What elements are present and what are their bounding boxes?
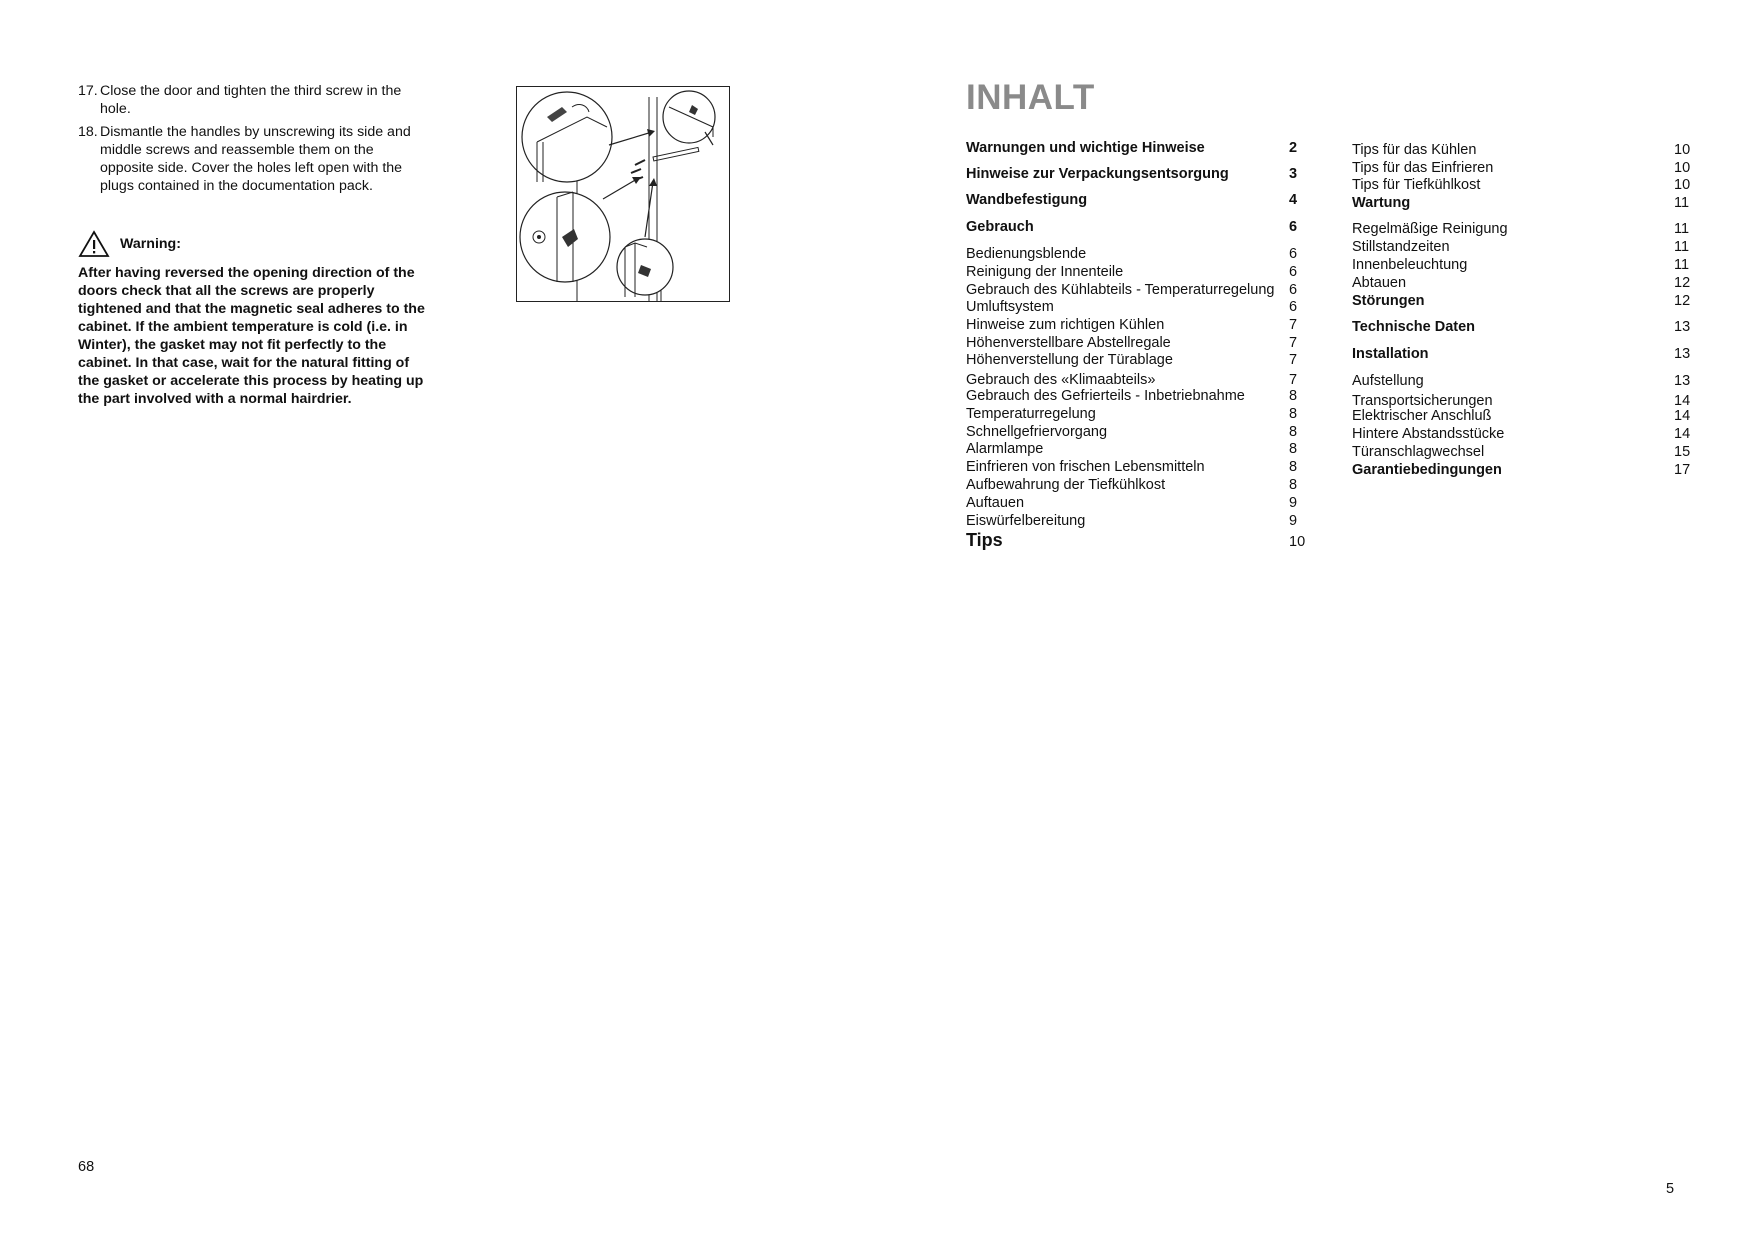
step-text: Close the door and tighten the third screw in the hole. — [100, 83, 402, 117]
step-number: 17. — [78, 83, 98, 99]
left-page-text — [78, 82, 430, 408]
step-18 — [78, 123, 430, 195]
step-text: Dismantle the handles by unscrewing its side and middle screws and reassemble them on the opposite side. Cover the holes left open with the plugs contained in the documentation pack. — [100, 124, 411, 194]
step-number: 18. — [78, 124, 98, 140]
step-17 — [78, 82, 430, 118]
warning-title: Warning: — [120, 236, 181, 252]
warning-text: After having reversed the opening direction of the doors check that all the screws are properly tightened and that the magnetic seal adheres to the cabinet. If the ambient temperature is cold (i.e. in Winter), the gasket may not fit perfectly to the cabinet. In that case, wait for the natural fitting of the gasket or accelerate this process by heating up the part involved with a normal hairdrier. — [78, 265, 425, 407]
page-number-right: 5 — [1666, 1181, 1675, 1197]
page-number-left: 68 — [78, 1159, 95, 1175]
warning-triangle-icon — [78, 230, 110, 258]
contents-title: INHALT — [966, 78, 1095, 117]
warning-heading — [78, 230, 430, 258]
handle-reversal-illustration — [516, 86, 730, 302]
